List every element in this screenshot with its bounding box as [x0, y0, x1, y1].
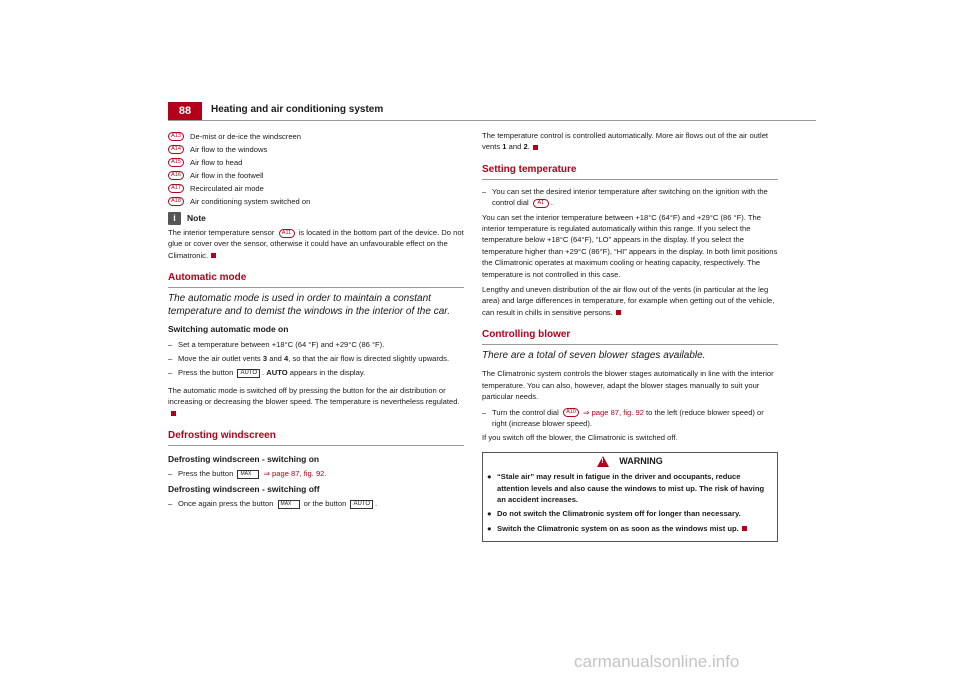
subheading: Defrosting windscreen - switching off: [168, 483, 320, 494]
auto-button-icon: AUTO: [237, 369, 260, 378]
legend-item: [168, 195, 464, 208]
step: – Turn the control dial A10 ⇒ page 87, fig. 92 to the left (reduce blower speed) or right (increase blower speed).: [482, 407, 764, 428]
step: – Press the button MAX ⇒ page 87, fig. 92.: [168, 469, 327, 479]
paragraph: Lengthy and uneven distribution of the air flow out of the vents (in particular at the leg area) and large differences in temperature, for example when getting out of the vehicle, can result in chills in sensitive persons.: [482, 285, 775, 317]
legend-item: [168, 143, 464, 156]
legend-item: [168, 130, 464, 143]
legend-badge: A16: [168, 171, 184, 180]
left-column: [168, 130, 464, 513]
note-text: The interior temperature sensor A11 is located in the bottom part of the device. Do not glue or cover over the sensor, otherwise it could have an unfavourable effect on the Climatronic.: [168, 228, 464, 260]
section-intro: There are a total of seven blower stages available.: [482, 350, 706, 362]
section-heading-automatic-mode: Automatic mode: [168, 271, 464, 288]
paragraph: The temperature control is controlled automatically. More air flows out of the air outlet vents 1 and 2.: [482, 131, 769, 152]
legend-badge: A15: [168, 158, 184, 167]
paragraph: The Climatronic system controls the blower stages automatically in line with the interior temperature. You can also, however, adapt the blower stages manually to suit your particular needs.: [482, 369, 774, 402]
legend-badge: A17: [168, 184, 184, 193]
end-mark: [533, 145, 538, 150]
page-reference-link[interactable]: ⇒ page 87, fig. 92.: [263, 469, 327, 479]
legend-badge: A13: [168, 132, 184, 141]
page-header-title: Heating and air conditioning system: [211, 104, 384, 115]
end-mark: [171, 411, 176, 416]
step: – Move the air outlet vents 3 and 4, so that the air flow is directed slightly upwards.: [168, 354, 450, 364]
end-mark: [616, 310, 621, 315]
legend-text: Air flow to the windows: [190, 144, 268, 154]
warning-item: ● Do not switch the Climatronic system off for longer than necessary.: [487, 509, 741, 519]
legend-item: [168, 156, 464, 169]
legend-text: De-mist or de-ice the windscreen: [190, 131, 301, 141]
paragraph: If you switch off the blower, the Climatronic is switched off.: [482, 433, 678, 443]
sensor-badge: A11: [279, 229, 295, 238]
section-intro: The automatic mode is used in order to maintain a constant temperature and to demist the windows in the interior of the car.: [168, 293, 450, 318]
end-mark: [742, 526, 747, 531]
warning-title: WARNING: [619, 455, 663, 466]
section-heading-defrosting: Defrosting windscreen: [168, 429, 464, 446]
legend-text: Air conditioning system switched on: [190, 196, 311, 206]
legend-item: [168, 182, 464, 195]
legend-list: [168, 130, 464, 208]
header-rule: [168, 120, 816, 121]
section-heading-controlling-blower: Controlling blower: [482, 328, 778, 345]
section-heading-setting-temperature: Setting temperature: [482, 163, 778, 180]
warning-item: ● Switch the Climatronic system on as soon as the windows mist up.: [487, 523, 773, 534]
paragraph: You can set the interior temperature between +18°C (64°F) and +29°C (86 °F). The interior temperature is regulated automatically within this range. If you select the temperature below +18°C (64°F), “LO” appears in the display. If you select the temperature higher than +29°C (86°F), “HI” appears in the display. In both limit positions the Climatronic operates at maximum cooling or heating capacity, respectively. The temperature is not controlled in this case.: [482, 212, 778, 279]
warning-item: ● “Stale air” may result in fatigue in the driver and occupants, reduce attention levels and also cause the windows to mist up. The risk of having an accident increases.: [487, 472, 765, 504]
page-reference-link[interactable]: ⇒ page 87, fig. 92: [583, 407, 644, 417]
control-dial-badge: A10: [563, 408, 579, 417]
max-defrost-button-icon: MAX: [237, 470, 259, 479]
step: – You can set the desired interior temperature after switching on the ignition with the control dial A1 .: [482, 186, 768, 208]
legend-text: Recirculated air mode: [190, 183, 264, 193]
info-icon: i: [168, 212, 181, 225]
max-defrost-button-icon: MAX: [278, 500, 300, 509]
note-header: [168, 212, 464, 225]
warning-triangle-icon: !: [597, 456, 609, 467]
subheading: Switching automatic mode on: [168, 324, 289, 335]
auto-button-icon: AUTO: [350, 500, 373, 509]
legend-badge: A18: [168, 197, 184, 206]
warning-header: [487, 456, 773, 467]
warning-box: [482, 452, 778, 542]
end-mark: [211, 253, 216, 258]
page-number: 88: [168, 102, 202, 120]
step: – Once again press the button MAX or the button AUTO .: [168, 499, 378, 509]
note-title: Note: [187, 212, 206, 223]
legend-item: [168, 169, 464, 182]
paragraph: The automatic mode is switched off by pressing the button for the air distribution or increasing or decreasing the blower speed. The temperature is nevertheless regulated.: [168, 385, 464, 419]
watermark: carmanualsonline.info: [574, 652, 740, 671]
legend-badge: A14: [168, 145, 184, 154]
legend-text: Air flow to head: [190, 157, 243, 167]
subheading: Defrosting windscreen - switching on: [168, 454, 320, 465]
step: – Set a temperature between +18°C (64 °F) and +29°C (86 °F).: [168, 339, 385, 349]
right-column: [482, 130, 778, 542]
legend-text: Air flow in the footwell: [190, 170, 264, 180]
control-dial-badge: A1: [533, 199, 549, 208]
step: – Press the button AUTO . AUTO appears in the display.: [168, 368, 366, 378]
